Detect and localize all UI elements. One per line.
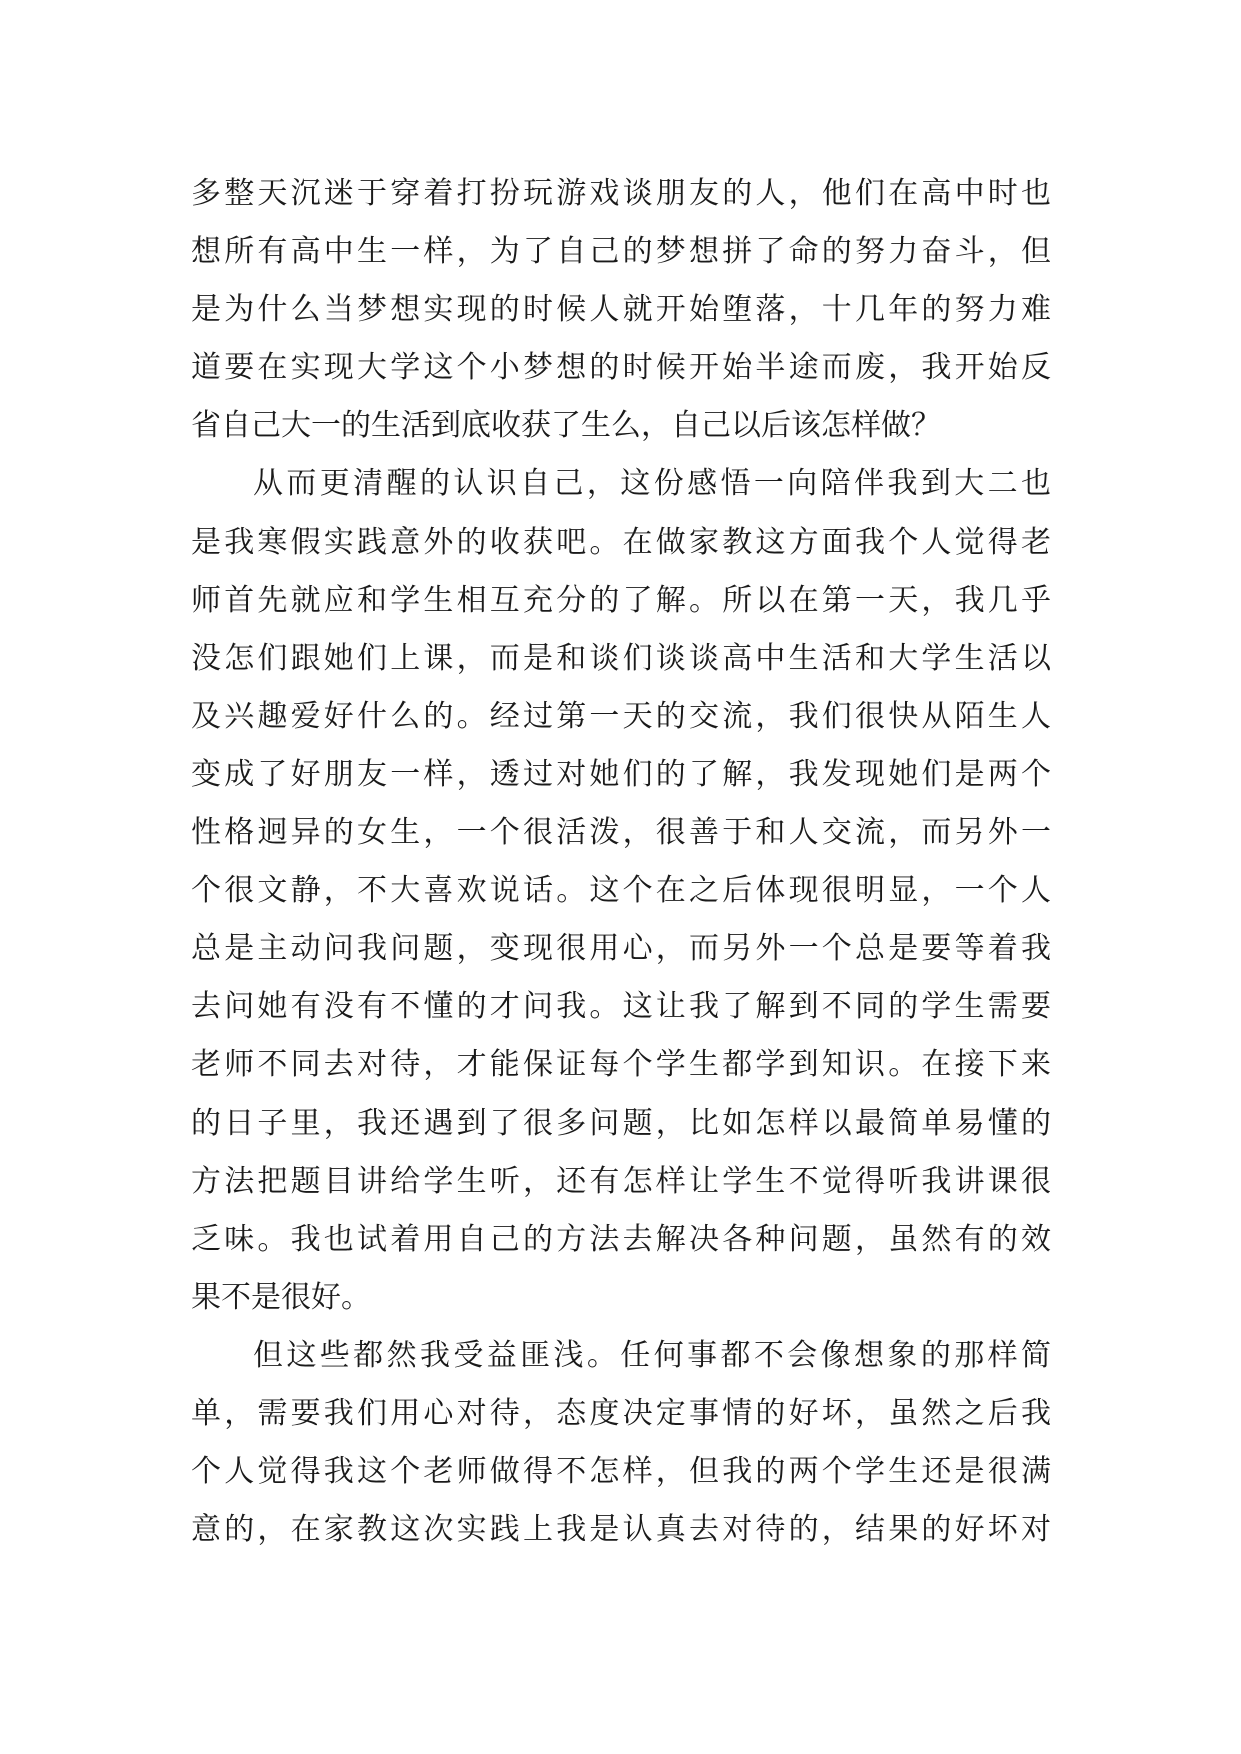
text-line: 是为什么当梦想实现的时候人就开始堕落，十几年的努力难 <box>191 292 1051 328</box>
text-line: 老师不同去对待，才能保证每个学生都学到知识。在接下来 <box>191 1047 1051 1083</box>
body-text <box>191 165 1051 1559</box>
text-line: 是我寒假实践意外的收获吧。在做家教这方面我个人觉得老 <box>191 524 1051 560</box>
text-line: 师首先就应和学生相互充分的了解。所以在第一天，我几乎 <box>191 582 1051 618</box>
text-line: 个很文静，不大喜欢说话。这个在之后体现很明显，一个人 <box>191 873 1051 909</box>
text-line: 及兴趣爱好什么的。经过第一天的交流，我们很快从陌生人 <box>191 698 1051 734</box>
text-line: 单，需要我们用心对待，态度决定事情的好坏，虽然之后我 <box>191 1395 1051 1431</box>
text-line: 个人觉得我这个老师做得不怎样，但我的两个学生还是很满 <box>191 1454 1051 1490</box>
text-line: 果不是很好。 <box>191 1279 371 1315</box>
text-line: 总是主动问我问题，变现很用心，而另外一个总是要等着我 <box>191 931 1051 967</box>
text-line: 乏味。我也试着用自己的方法去解决各种问题，虽然有的效 <box>191 1221 1051 1257</box>
text-line: 多整天沉迷于穿着打扮玩游戏谈朋友的人，他们在高中时也 <box>191 176 1051 211</box>
text-line: 想所有高中生一样，为了自己的梦想拼了命的努力奋斗，但 <box>191 234 1051 270</box>
text-line: 方法把题目讲给学生听，还有怎样让学生不觉得听我讲课很 <box>191 1163 1051 1199</box>
text-line: 省自己大一的生活到底收获了生么，自己以后该怎样做？ <box>191 408 941 444</box>
text-line: 道要在实现大学这个小梦想的时候开始半途而废，我开始反 <box>191 350 1051 386</box>
text-line: 去问她有没有不懂的才问我。这让我了解到不同的学生需要 <box>191 989 1051 1025</box>
text-line: 变成了好朋友一样，透过对她们的了解，我发现她们是两个 <box>191 756 1051 792</box>
text-line: 没怎们跟她们上课，而是和谈们谈谈高中生活和大学生活以 <box>191 640 1051 676</box>
text-line: 的日子里，我还遇到了很多问题，比如怎样以最简单易懂的 <box>191 1105 1051 1141</box>
paragraph-first-line: 但这些都然我受益匪浅。任何事都不会像想象的那样简 <box>253 1337 1051 1373</box>
text-line: 意的，在家教这次实践上我是认真去对待的，结果的好坏对 <box>191 1512 1051 1548</box>
text-line: 性格迥异的女生，一个很活泼，很善于和人交流，而另外一 <box>191 815 1051 851</box>
paragraph-first-line: 从而更清醒的认识自己，这份感悟一向陪伴我到大二也 <box>253 466 1051 502</box>
